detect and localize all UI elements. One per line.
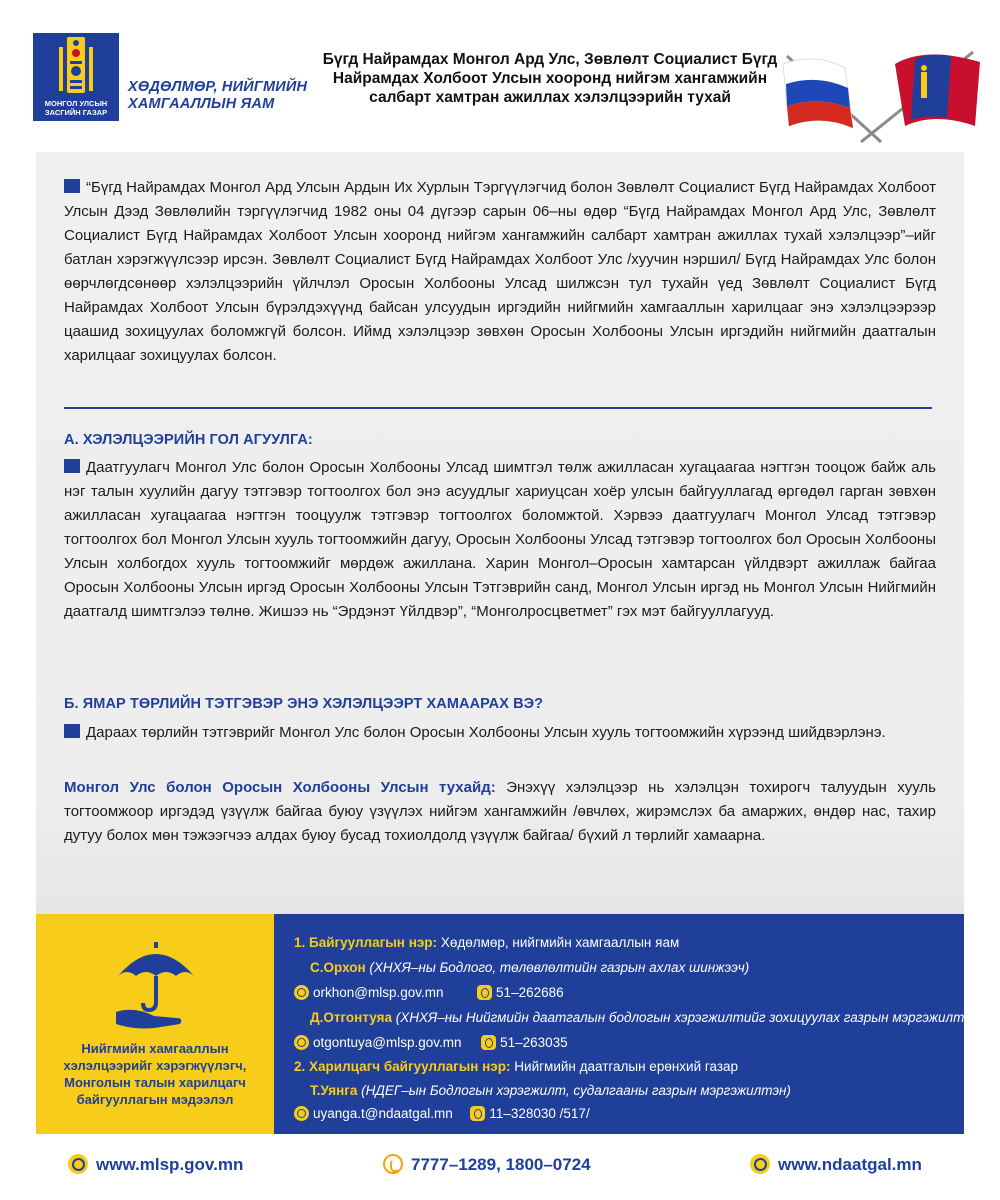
person1-name: С.Орхон (310, 960, 366, 975)
globe-icon (68, 1154, 88, 1174)
person1-email[interactable]: orkhon@mlsp.gov.mn (313, 985, 444, 1000)
person2-phone[interactable]: 51–263035 (500, 1035, 568, 1050)
section-b-text: Дараах төрлийн тэтгэврийг Монгол Улс болон Оросын Холбооны Улсын хууль тогтоомжийн хүрээнд шийдвэрлэнэ. (86, 724, 886, 741)
email-icon (294, 1035, 309, 1050)
person1-line (310, 959, 749, 976)
contact-sidebar (36, 914, 274, 1134)
bullet-square-icon (64, 724, 80, 738)
footer-site2-text: www.ndaatgal.mn (778, 1155, 922, 1174)
person2-email[interactable]: otgontuya@mlsp.gov.mn (313, 1035, 462, 1050)
person1-role: (ХНХЯ–ны Бодлого, төлөвлөлтийн газрын ахлах шинжээч) (369, 960, 750, 975)
person3-phone[interactable]: 11–328030 /517/ (489, 1106, 590, 1121)
org2-name: Нийгмийн даатгалын ерөнхий газар (514, 1059, 739, 1074)
section-b-lead: Монгол Улс болон Оросын Холбооны Улсын тухайд: (64, 779, 496, 796)
sidebar-line-4: байгууллагын мэдээлэл (76, 1092, 234, 1107)
person3-email[interactable]: uyanga.t@ndaatgal.mn (313, 1106, 453, 1121)
org2-line (294, 1058, 738, 1075)
ministry-name (128, 79, 307, 113)
contact-details (274, 914, 983, 1134)
intro-text: “Бүгд Найрамдах Монгол Ард Улсын Ардын Их Хурлын Тэргүүлэгчид болон Зөвлөлт Социалист Бүгд Найрамдах Холбоот Улсын Дээд Зөвлөлийн тэргүүлэгчид 1982 оны 04 дүгээр сарын 06–ны өдөр “Бүгд Найрамдах Монгол Ард Улс, Зөвлөлт Социалист Бүгд Найрамдах Холбоот Улсын хооронд нийгэм хангамжийн салбарт хамтран ажиллах тухай хэлэлцээр”–ийг батлан хэрэгжүүлсээр ирсэн. Зөвлөлт Социалист Бүгд Найрамдах Холбоот Улс /хуучин нэршил/ Бүгд Найрамдах Улс болон өөрчлөгдсөнөөр хэлэлцээрийн үйлчлэл Оросын Холбооны Улсад шилжсэн тул тухайн үед Зөвлөлт Социалист Бүгд Найрамдах Холбоот Улсын бүрэлдэхүүнд байсан улсуудын иргэдийн нийгмийн хамгааллын харилцааг энэ хэлэлцээрээр цаашид зохицуулах боломжгүй болсон. Иймд хэлэлцээр зөвхөн Оросын Холбооны Улсын иргэдийн нийгмийн даатгалын харилцааг зохицуулах болсон. (64, 179, 936, 364)
russia-flag-icon (783, 59, 853, 128)
person2-name: Д.Отгонтуяа (310, 1010, 392, 1025)
crossed-flags-icon (775, 42, 985, 152)
section-b-detail (64, 776, 936, 848)
person1-contact (294, 984, 564, 1001)
section-a-heading: А. ХЭЛЭЛЦЭЭРИЙН ГОЛ АГУУЛГА: (64, 432, 313, 448)
ministry-line-1: ХӨДӨЛМӨР, НИЙГМИЙН (128, 79, 308, 95)
header (0, 0, 1000, 152)
page-title (320, 50, 780, 107)
org1-name: Хөдөлмөр, нийгмийн хамгааллын яам (440, 935, 680, 950)
section-divider (64, 407, 932, 409)
sidebar-line-1: Нийгмийн хамгааллын (81, 1041, 229, 1056)
phone-icon (470, 1106, 485, 1121)
email-icon (294, 1106, 309, 1121)
title-line-2: Найрамдах Холбоот Улсын хооронд нийгэм хангамжийн (332, 70, 768, 87)
section-a-paragraph (64, 456, 936, 624)
globe-icon (750, 1154, 770, 1174)
sidebar-line-2: хэлэлцээрийг хэрэгжүүлэгч, (63, 1058, 247, 1073)
section-a-text: Даатгуулагч Монгол Улс болон Оросын Холбооны Улсад шимтгэл төлж ажилласан хугацаагаа нэгтгэн тооцож байж аль нэг талын хуулийн дагуу тэтгэвэр тогтоолгох бол энэ асуудлыг хариуцсан хоёр улсын байгууллагад өргөдөл гарган зөвхөн ажилласан хугацаагаа нэгтгэн тооцуулж тэтгэвэр тогтоолгох боломжтой. Хэрвээ даатгуулагч Монгол Улсад тэтгэвэр тогтоолгох бол Монгол Улсын хууль тогтоомжийн дагуу, Оросын Холбооны Улсад тэтгэвэр тогтоолгох бол Оросын Холбооны Улсын холбогдох хууль тогтоомжийг мөрдөж ажиллана. Харин Монгол–Оросын хамтарсан үйлдвэрт ажиллаж байгаа Оросын Холбооны Улсын иргэд Оросын Холбооны Улсын Тэтгэврийн санд, Монгол Улсын иргэд нь Монгол Улсын Нийгмийн даатгалд шимтгэлээ төлнө. Жишээ нь “Эрдэнэт Үйлдвэр”, “Монголросцветмет” гэх мэт байгууллагууд. (64, 459, 936, 620)
person2-contact (294, 1034, 568, 1051)
soyombo-emblem-icon (33, 33, 119, 99)
mongolia-flag-icon (895, 54, 980, 126)
person3-contact (294, 1105, 590, 1122)
footer (0, 1134, 1000, 1200)
phone-icon (383, 1154, 403, 1174)
title-line-3: салбарт хамтран ажиллах хэлэлцээрийн тухай (369, 89, 731, 106)
org1-label: 1. Байгууллагын нэр: (294, 935, 438, 950)
sidebar-line-3: Монголын талын харилцагч (64, 1075, 246, 1090)
org2-label: 2. Харилцагч байгууллагын нэр: (294, 1059, 511, 1074)
footer-site1-text: www.mlsp.gov.mn (96, 1155, 244, 1174)
bullet-square-icon (64, 179, 80, 193)
section-b-heading: Б. ЯМАР ТӨРЛИЙН ТЭТГЭВЭР ЭНЭ ХЭЛЭЛЦЭЭРТ ХАМААРАХ ВЭ? (64, 696, 544, 712)
person3-name: Т.Уянга (310, 1083, 358, 1098)
section-b-detail-text: Энэхүү хэлэлцээр нь хэлэлцэн тохирогч талуудын хууль тогтоомжоор иргэдэд үзүүлж байгаа буюу үзүүлэх нийгэм хангамжийн /өвчлөх, жирэмслэх ба амаржих, өндөр нас, тахир дутуу болох мөн тэжээгчээ алдах буюу бусад тохиолдолд үзүүлж байгаа/ бүхий л төрлийг хамаарна. (64, 779, 936, 844)
org1-line (294, 934, 679, 951)
footer-site-mlsp[interactable] (68, 1154, 243, 1175)
footer-phones-text: 7777–1289, 1800–0724 (411, 1155, 591, 1174)
bullet-square-icon (64, 459, 80, 473)
person2-role: (ХНХЯ–ны Нийгмийн даатгалын бодлогын хэрэгжилтийг зохицуулах газрын мэргэжилтэн) (395, 1010, 983, 1025)
intro-paragraph (64, 176, 936, 368)
person3-role: (НДЕГ–ын Бодлогын хэрэгжилт, судалгааны газрын мэргэжилтэн) (361, 1083, 791, 1098)
section-b-paragraph (64, 721, 936, 745)
umbrella-hand-icon (114, 936, 198, 1032)
person3-line (310, 1082, 791, 1099)
phone-icon (481, 1035, 496, 1050)
logo-caption: МОНГОЛ УЛСЫН ЗАСГИЙН ГАЗАР (44, 99, 108, 117)
title-line-1: Бүгд Найрамдах Монгол Ард Улс, Зөвлөлт Социалист Бүгд (322, 51, 778, 68)
footer-phones[interactable] (383, 1154, 591, 1175)
person1-phone[interactable]: 51–262686 (496, 985, 564, 1000)
government-logo (33, 33, 119, 121)
contact-sidebar-text (36, 1040, 274, 1108)
footer-site-ndaatgal[interactable] (750, 1154, 922, 1175)
ministry-line-2: ХАМГААЛЛЫН ЯАМ (128, 96, 275, 112)
email-icon (294, 985, 309, 1000)
person2-line (310, 1009, 983, 1026)
phone-icon (477, 985, 492, 1000)
